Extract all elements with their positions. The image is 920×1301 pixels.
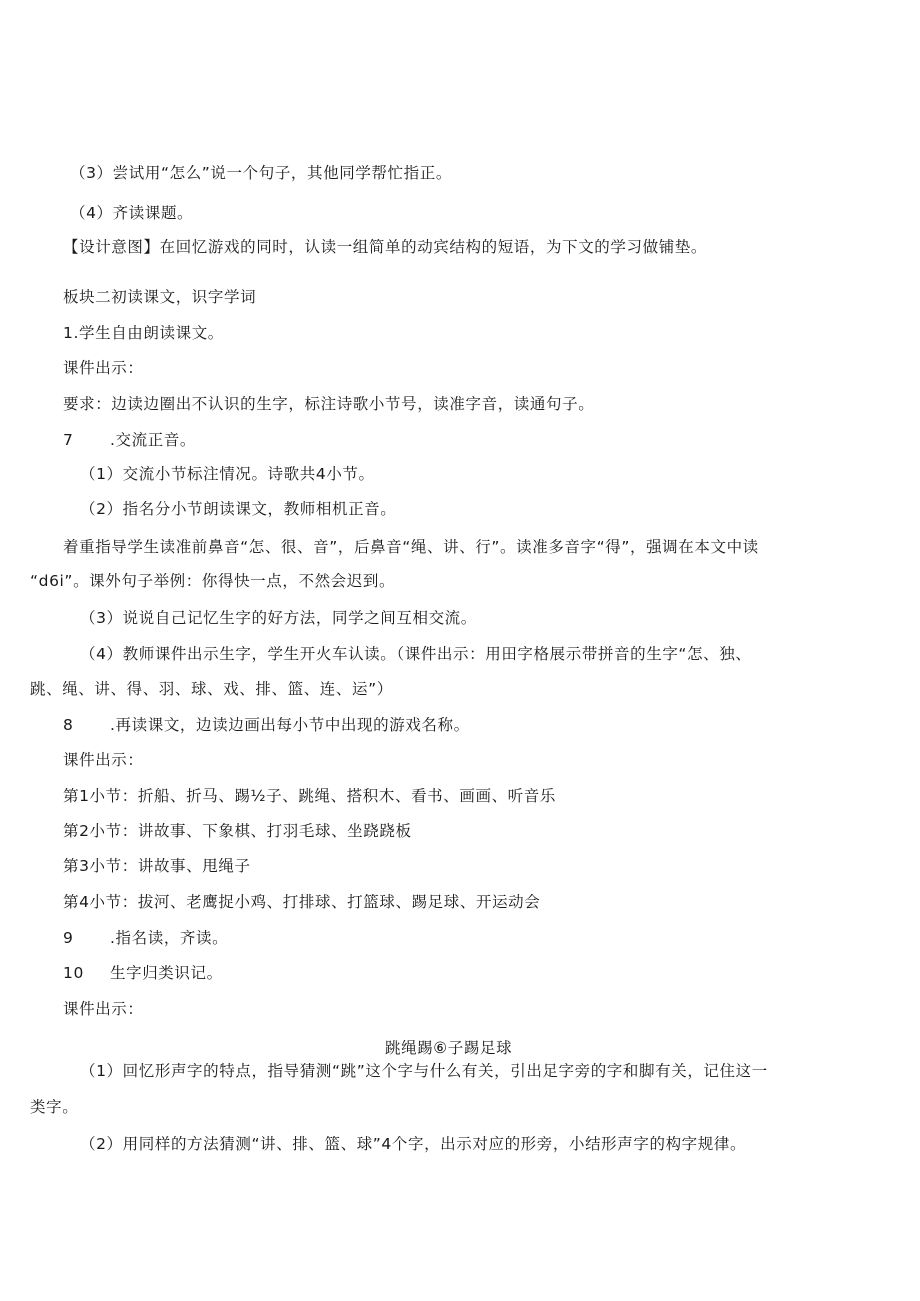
step-3-try-sentence: （3）尝试用“怎么”说一个句子，其他同学帮忙指正。 [70, 164, 452, 182]
sub-item-1-stanza-marking: （1）交流小节标注情况。诗歌共4小节。 [80, 465, 375, 483]
pronunciation-guidance-line1: 着重指导学生读准前鼻音“怎、很、音”，后鼻音“绳、讲、行”。读准多音字“得”，强调在本文中读 [63, 538, 759, 556]
item-8 [63, 714, 470, 736]
design-intent-note: 【设计意图】在回忆游戏的同时，认读一组简单的动宾结构的短语，为下文的学习做铺垫。 [63, 238, 708, 256]
pronunciation-guidance-line2: “d6i”。课外句子举例：你得快一点，不然会迟到。 [30, 572, 396, 590]
sub-item-2-same-method: （2）用同样的方法猜测“讲、排、篮、球”4个字，出示对应的形旁，小结形声字的构字规律。 [80, 1135, 747, 1153]
item-number: 9 [63, 929, 74, 947]
sub-item-4-line2: 跳、绳、讲、得、羽、球、戏、排、篮、连、运”） [30, 680, 393, 698]
section-heading: 板块二初读课文，识字学词 [63, 288, 257, 306]
item-text: 生字归类识记。 [110, 964, 223, 982]
stanza-4-games: 第4小节：拔河、老鹰捉小鸡、打排球、打篮球、踢足球、开运动会 [63, 893, 541, 911]
item-text: .指名读，齐读。 [110, 929, 229, 947]
courseware-word-display: 跳绳踢⑥子踢足球 [385, 1039, 513, 1057]
stanza-1-games: 第1小节：折船、折马、踢½子、跳绳、搭积木、看书、画画、听音乐 [63, 787, 556, 805]
sub-item-1-phono-semantic-line2: 类字。 [30, 1098, 79, 1116]
sub-item-3-memory-methods: （3）说说自己记忆生字的好方法，同学之间互相交流。 [80, 609, 477, 627]
sub-item-2-stanza-reading: （2）指名分小节朗读课文，教师相机正音。 [80, 500, 397, 518]
item-text: .交流正音。 [110, 431, 197, 449]
item-9 [63, 927, 228, 949]
item-text: .再读课文，边读边画出每小节中出现的游戏名称。 [110, 716, 470, 734]
step-4-read-title: （4）齐读课题。 [70, 204, 194, 222]
sub-item-4-line1: （4）教师课件出示生字，学生开火车认读。（课件出示：用田字格展示带拼音的生字“怎、独、 [80, 645, 752, 663]
courseware-label: 课件出示： [63, 751, 144, 769]
item-number: 10 [63, 964, 84, 982]
stanza-3-games: 第3小节：讲故事、甩绳子 [63, 857, 251, 875]
courseware-label: 课件出示： [63, 1000, 144, 1018]
item-number: 7 [63, 431, 74, 449]
courseware-label: 课件出示： [63, 359, 144, 377]
item-1-free-reading: 1.学生自由朗读课文。 [63, 324, 224, 342]
item-10 [63, 962, 223, 984]
item-7 [63, 429, 196, 451]
stanza-2-games: 第2小节：讲故事、下象棋、打羽毛球、坐跷跷板 [63, 822, 412, 840]
reading-requirements: 要求：边读边圈出不认识的生字，标注诗歌小节号，读准字音，读通句子。 [63, 395, 595, 413]
item-number: 8 [63, 716, 74, 734]
sub-item-1-phono-semantic-line1: （1）回忆形声字的特点，指导猜测“跳”这个字与什么有关，引出足字旁的字和脚有关，记住这一 [80, 1062, 768, 1080]
